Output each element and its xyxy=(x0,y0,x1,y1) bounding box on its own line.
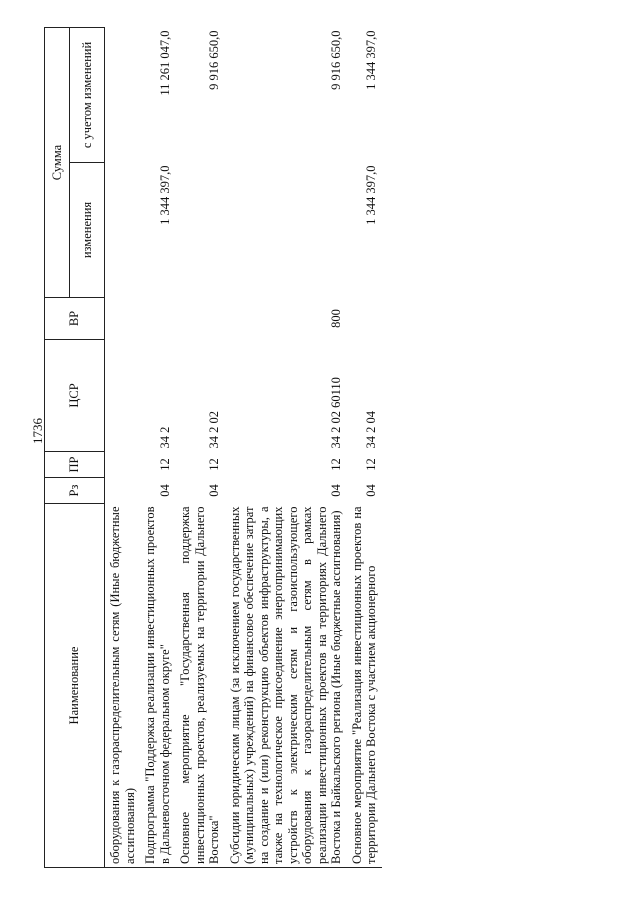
header-with-changes: с учетом изменений xyxy=(70,28,105,163)
row-vr xyxy=(105,298,141,340)
row-rz: 04 xyxy=(364,484,378,497)
row-name: оборудования к газораспределительным сетям (Иные бюджетные ассигнования) xyxy=(105,504,141,868)
row-vr: 800 xyxy=(329,309,343,328)
row-pr: 12 xyxy=(364,458,378,471)
row-rz: 04 xyxy=(329,484,343,497)
row-rz: 04 xyxy=(207,484,221,497)
header-csr: ЦСР xyxy=(45,340,105,452)
row-pr: 12 xyxy=(157,458,172,471)
row-with-changes: 9 916 650,0 xyxy=(329,30,343,90)
table-row xyxy=(225,28,347,868)
row-changes: 1 344 397,0 xyxy=(364,165,378,225)
header-vr: ВР xyxy=(45,298,105,340)
row-name: Основное мероприятие "Государственная поддержка инвестиционных проектов, реализуемых на территории Дальнего Востока" xyxy=(175,504,225,868)
row-with-changes: 1 344 397,0 xyxy=(364,30,378,90)
row-csr: 34 2 02 xyxy=(207,411,221,449)
table-row xyxy=(175,28,225,868)
row-pr xyxy=(105,452,141,478)
row-name: Подпрограмма "Поддержка реализации инвестиционных проектов в Дальневосточном федеральном округе" xyxy=(140,504,175,868)
row-with-changes: 9 916 650,0 xyxy=(207,30,221,90)
row-with-changes: 11 261 047,0 xyxy=(157,30,172,96)
budget-table xyxy=(44,27,382,868)
table-row xyxy=(105,28,141,868)
header-pr: ПР xyxy=(45,452,105,478)
row-changes xyxy=(175,163,225,298)
row-rz: 04 xyxy=(157,484,172,497)
header-changes: изменения xyxy=(70,163,105,298)
table-row xyxy=(140,28,175,868)
row-changes: 1 344 397,0 xyxy=(157,165,172,225)
header-sum: Сумма xyxy=(45,28,70,298)
row-changes xyxy=(105,163,141,298)
header-name: Наименование xyxy=(45,504,105,868)
row-name: Субсидии юридическим лицам (за исключением государственных (муниципальных) учреждений) на финансовое обеспечение затрат на создание и (или) реконструкцию объектов инфраструктуры, а также на технологическое присоединение энергопринимающих устройств к электрическим сетям и газоиспользующего оборудования к газораспределительным сетям в рамках реализации инвестиционных проектов на территориях Дальнего Востока и Байкальского региона (Иные бюджетные ассигнования) xyxy=(225,504,347,868)
row-vr xyxy=(347,298,382,340)
row-pr: 12 xyxy=(329,458,343,471)
row-csr: 34 2 04 xyxy=(364,411,378,449)
row-csr: 34 2 xyxy=(157,426,172,449)
row-changes xyxy=(225,163,347,298)
page-number: 1736 xyxy=(30,418,45,444)
row-csr: 34 2 02 60110 xyxy=(329,377,343,449)
row-with-changes xyxy=(105,28,141,163)
row-rz xyxy=(105,478,141,504)
row-vr xyxy=(175,298,225,340)
rotated-page xyxy=(44,28,604,868)
row-csr xyxy=(105,340,141,452)
row-vr xyxy=(140,298,175,340)
table-row xyxy=(347,28,382,868)
row-pr: 12 xyxy=(207,458,221,471)
header-rz: Рз xyxy=(45,478,105,504)
row-name: Основное мероприятие "Реализация инвестиционных проектов на территории Дальнего Востока с участием акционерного xyxy=(347,504,382,868)
